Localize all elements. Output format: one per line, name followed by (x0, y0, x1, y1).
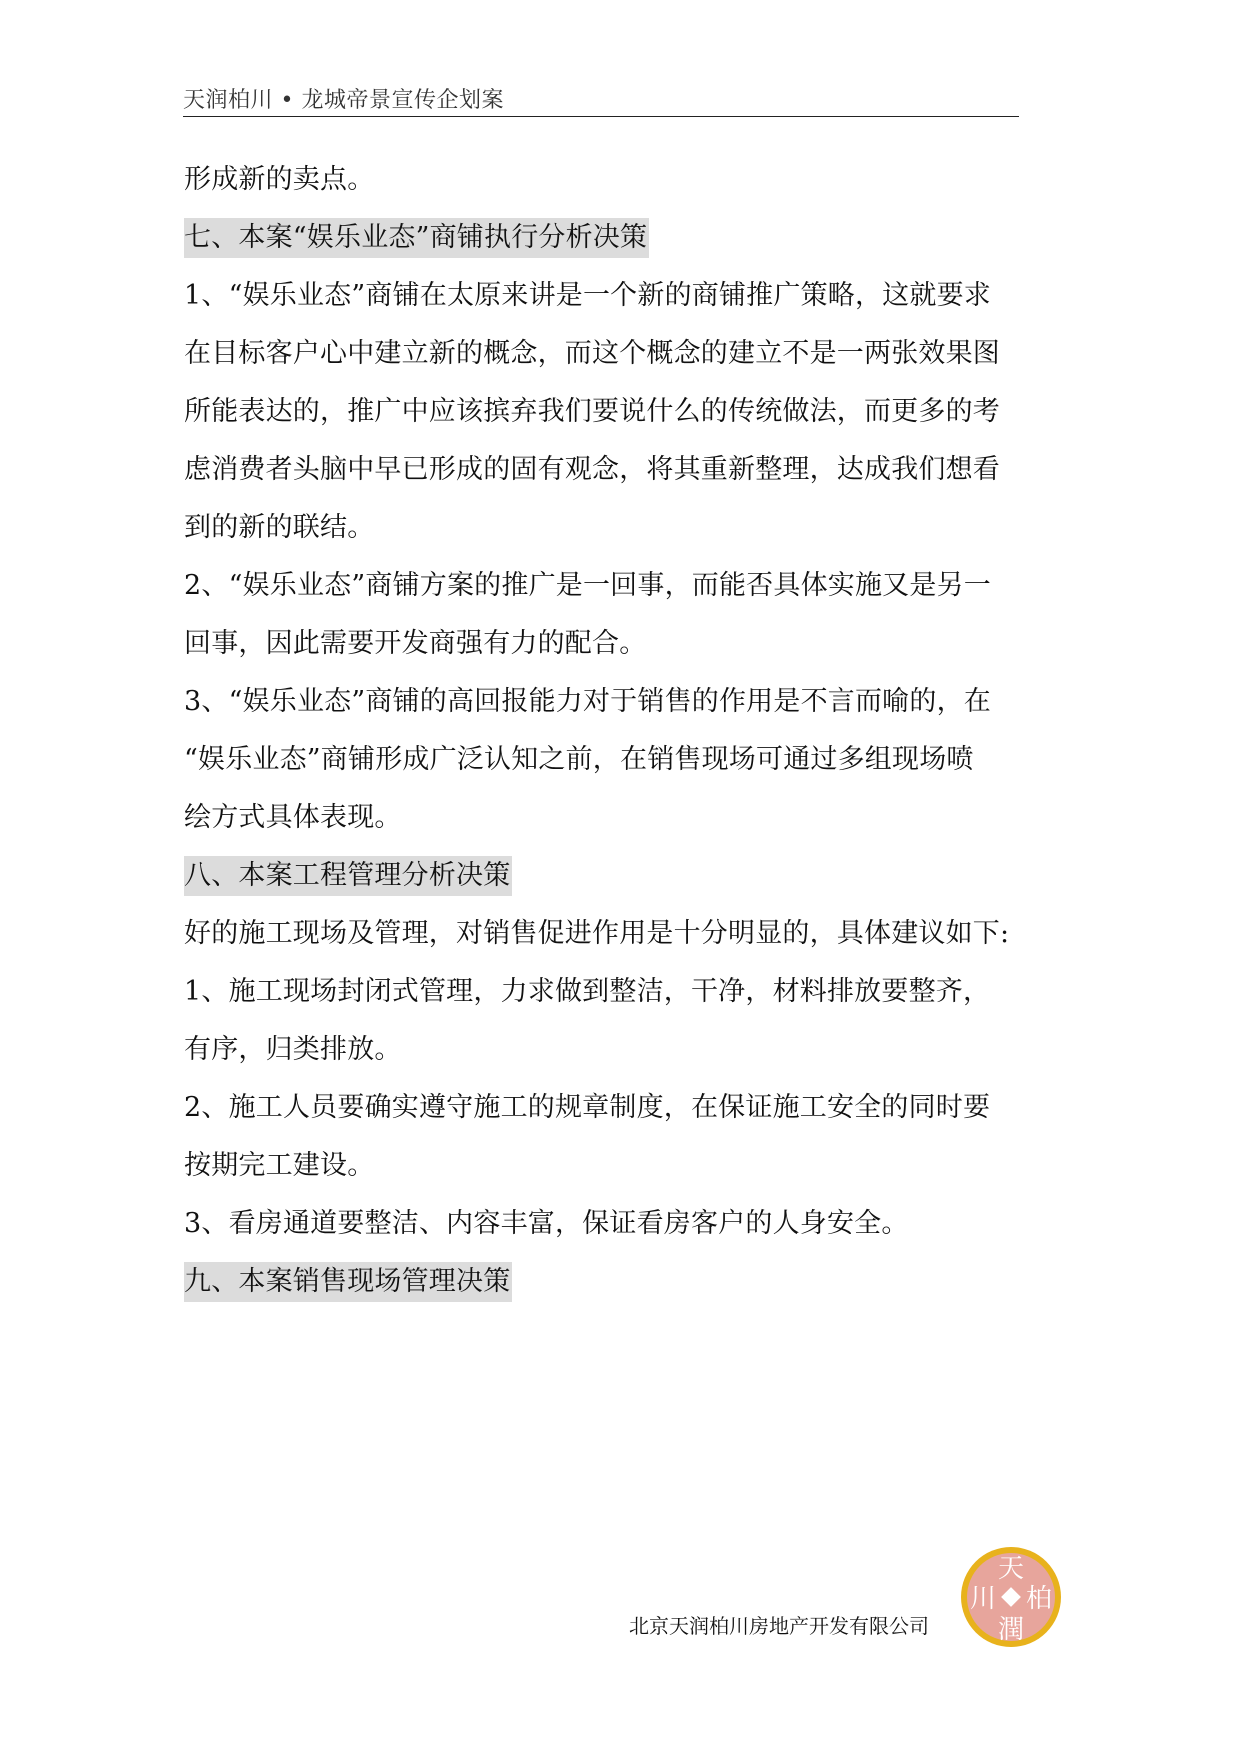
paragraph-line: 1、施工现场封闭式管理，力求做到整洁，干净，材料排放要整齐， (184, 976, 991, 1007)
paragraph-line: 好的施工现场及管理，对销售促进作用是十分明显的，具体建议如下: (184, 918, 1010, 949)
paragraph-line: 绘方式具体表现。 (184, 802, 402, 833)
paragraph-line: 有序，归类排放。 (184, 1034, 402, 1065)
footer-company-name: 北京天润柏川房地产开发有限公司 (629, 1614, 929, 1638)
company-seal-logo (958, 1544, 1064, 1650)
header-title: 天润柏川 • 龙城帝景宣传企划案 (183, 88, 504, 113)
paragraph-line: 按期完工建设。 (184, 1150, 375, 1181)
svg-text:川: 川 (969, 1584, 997, 1614)
paragraph-line: 回事，因此需要开发商强有力的配合。 (184, 628, 647, 659)
paragraph-line: 形成新的卖点。 (184, 164, 375, 195)
svg-text:天: 天 (997, 1554, 1025, 1584)
paragraph-line: 3、看房通道要整洁、内容丰富，保证看房客户的人身安全。 (184, 1208, 909, 1239)
paragraph-line: 3、“娱乐业态”商铺的高回报能力对于销售的作用是不言而喻的，在 (184, 686, 991, 717)
paragraph-line: 所能表达的，推广中应该摈弃我们要说什么的传统做法，而更多的考 (184, 396, 1000, 427)
section-heading: 七、本案“娱乐业态”商铺执行分析决策 (184, 218, 649, 258)
paragraph-line: 2、施工人员要确实遵守施工的规章制度，在保证施工安全的同时要 (184, 1092, 991, 1123)
svg-text:潤: 潤 (997, 1615, 1025, 1645)
paragraph-line: 在目标客户心中建立新的概念，而这个概念的建立不是一两张效果图 (184, 338, 1000, 369)
paragraph-line: 1、“娱乐业态”商铺在太原来讲是一个新的商铺推广策略，这就要求 (184, 280, 991, 311)
section-heading: 八、本案工程管理分析决策 (184, 856, 512, 896)
page-header (183, 86, 1019, 117)
paragraph-line: 2、“娱乐业态”商铺方案的推广是一回事，而能否具体实施又是另一 (184, 570, 991, 601)
svg-text:柏: 柏 (1025, 1584, 1053, 1614)
paragraph-line: 到的新的联结。 (184, 512, 375, 543)
section-heading: 九、本案销售现场管理决策 (184, 1262, 512, 1302)
paragraph-line: “娱乐业态”商铺形成广泛认知之前，在销售现场可通过多组现场喷 (184, 744, 974, 775)
paragraph-line: 虑消费者头脑中早已形成的固有观念，将其重新整理，达成我们想看 (184, 454, 1000, 485)
